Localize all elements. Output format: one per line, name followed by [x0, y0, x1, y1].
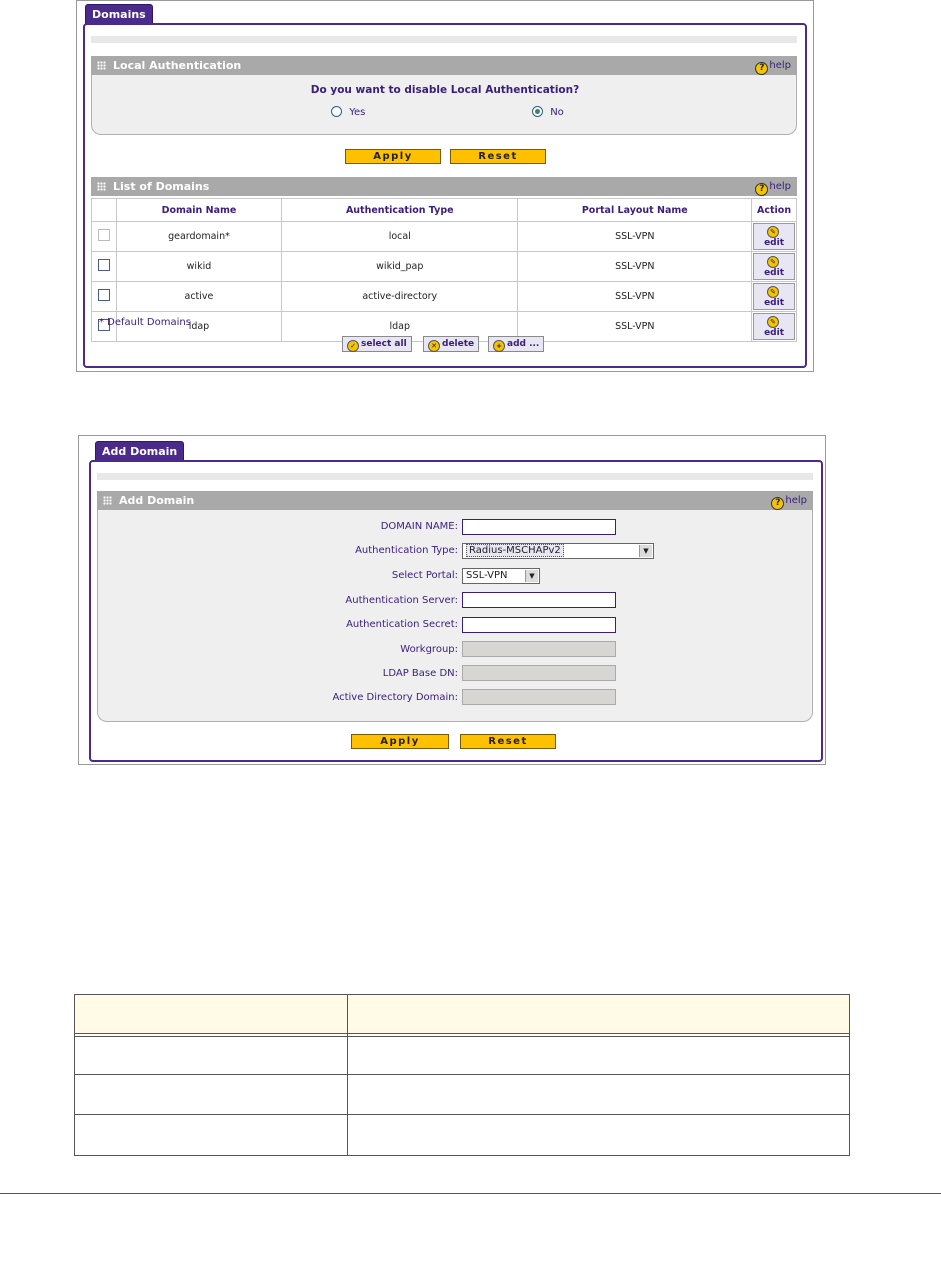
footer-rule [0, 1193, 941, 1194]
radio-no-icon[interactable] [532, 106, 543, 117]
auth-server-label: Authentication Server: [345, 595, 458, 606]
help-icon: ? [755, 183, 768, 196]
auth-type-label: Authentication Type: [355, 545, 458, 556]
pencil-icon: ✎ [767, 286, 779, 298]
radio-yes[interactable] [331, 106, 365, 118]
domains-screenshot [76, 0, 814, 372]
row-checkbox[interactable] [98, 259, 110, 271]
table-row [75, 1115, 850, 1156]
local-auth-panel [91, 75, 797, 135]
chevron-down-icon: ▼ [525, 570, 538, 582]
apply-button[interactable]: Apply [345, 149, 441, 164]
row-checkbox[interactable] [98, 229, 110, 241]
auth-type-cell: active-directory [282, 282, 518, 312]
local-auth-header [91, 56, 797, 75]
table-row [75, 1037, 850, 1075]
doc-header-cell [348, 995, 850, 1034]
select-portal-label: Select Portal: [391, 570, 458, 581]
domain-name-cell: geardomain* [116, 222, 281, 252]
delete-icon: ✕ [428, 340, 440, 352]
plus-icon: + [493, 340, 505, 352]
domain-name-cell: ldap [116, 312, 281, 342]
ad-domain-input [462, 689, 616, 705]
portal-cell: SSL-VPN [518, 222, 752, 252]
column-portal-layout: Portal Layout Name [518, 199, 752, 222]
list-domains-header [91, 177, 797, 196]
doc-table-header [75, 995, 850, 1034]
help-icon: ? [771, 497, 784, 510]
ldap-base-dn-input [462, 665, 616, 681]
chevron-down-icon: ▼ [639, 545, 652, 557]
domain-name-input[interactable] [462, 519, 616, 535]
add-domain-header [97, 491, 813, 510]
portal-select[interactable]: SSL-VPN ▼ [462, 568, 540, 584]
pencil-icon: ✎ [767, 226, 779, 238]
domain-name-cell: wikid [116, 252, 281, 282]
delete-button[interactable]: ✕ delete [423, 336, 479, 352]
column-domain-name: Domain Name [116, 199, 281, 222]
ldap-base-dn-label: LDAP Base DN: [382, 668, 458, 679]
auth-secret-input[interactable] [462, 617, 616, 633]
auth-server-input[interactable] [462, 592, 616, 608]
list-domains-title: List of Domains [113, 180, 210, 193]
tab-domains[interactable]: Domains [85, 4, 153, 25]
auth-type-select[interactable]: Radius-MSCHAPv2 ▼ [462, 543, 654, 559]
apply-button[interactable]: Apply [351, 734, 449, 749]
local-auth-question: Do you want to disable Local Authentication? [310, 84, 580, 96]
domains-table [91, 198, 797, 342]
check-icon: ✓ [347, 340, 359, 352]
top-stripe [91, 36, 797, 43]
table-row [75, 1075, 850, 1115]
add-button[interactable]: + add ... [488, 336, 544, 352]
auth-type-cell: wikid_pap [282, 252, 518, 282]
portal-cell: SSL-VPN [518, 312, 752, 342]
table-row [92, 222, 797, 252]
table-row [92, 282, 797, 312]
table-header-row [92, 199, 797, 222]
ad-domain-label: Active Directory Domain: [332, 692, 458, 703]
pencil-icon: ✎ [767, 316, 779, 328]
column-auth-type: Authentication Type [282, 199, 518, 222]
top-stripe [97, 473, 813, 480]
list-domains-help[interactable]: ? help [755, 177, 791, 196]
tab-add-domain[interactable]: Add Domain [95, 441, 184, 462]
portal-cell: SSL-VPN [518, 282, 752, 312]
portal-cell: SSL-VPN [518, 252, 752, 282]
auth-type-cell: ldap [282, 312, 518, 342]
grip-icon [97, 182, 106, 191]
table-row [92, 252, 797, 282]
auth-type-cell: local [282, 222, 518, 252]
radio-no[interactable] [532, 106, 564, 118]
default-domains-note: * Default Domains [99, 317, 191, 328]
reset-button[interactable]: Reset [450, 149, 546, 164]
radio-yes-label: Yes [349, 107, 366, 118]
grip-icon [97, 61, 106, 70]
edit-button[interactable]: ✎edit [753, 283, 795, 310]
edit-button[interactable]: ✎edit [753, 313, 795, 340]
grip-icon [103, 496, 112, 505]
document-table [74, 994, 850, 1156]
row-checkbox[interactable] [98, 289, 110, 301]
checkbox-column-header [92, 199, 117, 222]
doc-header-cell [75, 995, 348, 1034]
workgroup-label: Workgroup: [400, 644, 458, 655]
column-action: Action [752, 199, 797, 222]
local-auth-help[interactable]: ? help [755, 56, 791, 75]
edit-button[interactable]: ✎edit [753, 253, 795, 280]
reset-button[interactable]: Reset [460, 734, 556, 749]
edit-button[interactable]: ✎edit [753, 223, 795, 250]
workgroup-input [462, 641, 616, 657]
domain-name-cell: active [116, 282, 281, 312]
pencil-icon: ✎ [767, 256, 779, 268]
auth-secret-label: Authentication Secret: [346, 619, 458, 630]
add-domain-help[interactable]: ? help [771, 491, 807, 510]
radio-no-label: No [550, 107, 564, 118]
local-auth-title: Local Authentication [113, 59, 242, 72]
domain-name-label: DOMAIN NAME: [380, 521, 458, 532]
add-domain-screenshot [78, 435, 826, 765]
help-icon: ? [755, 62, 768, 75]
add-domain-title: Add Domain [119, 494, 195, 507]
select-all-button[interactable]: ✓ select all [342, 336, 412, 352]
radio-yes-icon[interactable] [331, 106, 342, 117]
add-domain-panel [97, 510, 813, 722]
